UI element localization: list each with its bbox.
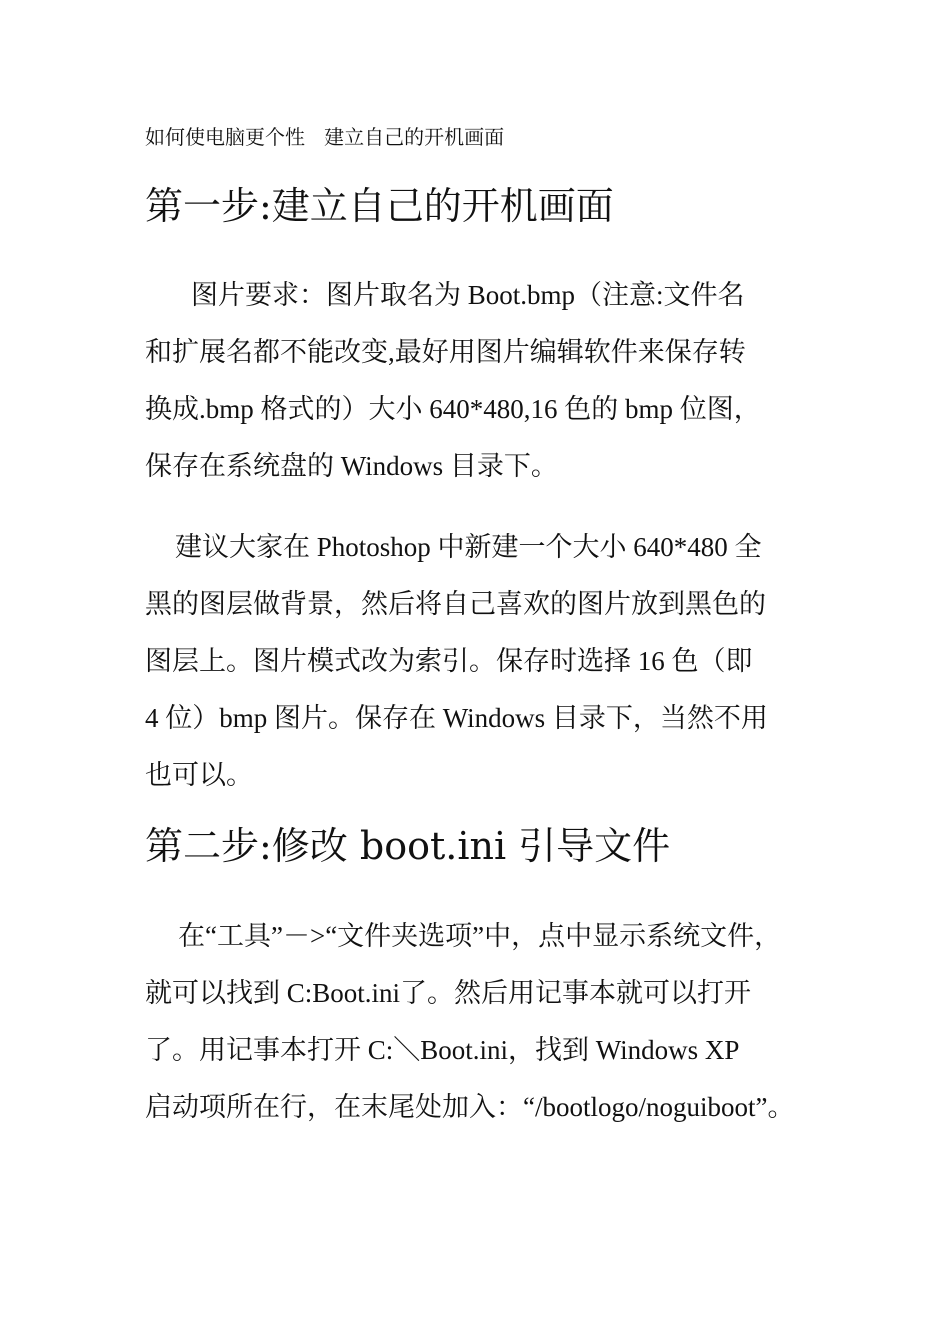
step2-para1-line-2: 就可以找到 C:Boot.ini了。然后用记事本就可以打开: [145, 978, 752, 1008]
step2-para1-line-4: 启动项所在行，在末尾处加入：“/bootlogo/noguiboot”。: [145, 1092, 795, 1122]
step1-para1-line-3: 换成.bmp 格式的）大小 640*480,16 色的 bmp 位图，: [145, 394, 761, 424]
step1-para2-line-1: 建议大家在 Photoshop 中新建一个大小 640*480 全: [175, 532, 762, 562]
step1-para1-line-4: 保存在系统盘的 Windows 目录下。: [145, 451, 558, 481]
document-title: 如何使电脑更个性 建立自己的开机画面: [145, 125, 505, 149]
step2-heading: 第二步:修改 boot.ini 引导文件: [145, 824, 671, 868]
step1-para2-line-3: 图层上。图片模式改为索引。保存时选择 16 色（即: [145, 646, 753, 676]
step1-para1-line-2: 和扩展名都不能改变,最好用图片编辑软件来保存转: [145, 337, 746, 367]
step2-para1-line-1: 在“工具”－>“文件夹选项”中，点中显示系统文件，: [178, 921, 782, 951]
step2-para1-line-3: 了。用记事本打开 C:＼Boot.ini，找到 Windows XP: [145, 1035, 740, 1065]
step1-para2-line-2: 黑的图层做背景，然后将自己喜欢的图片放到黑色的: [145, 589, 766, 619]
step1-para2-line-5: 也可以。: [145, 760, 253, 790]
step1-para2-line-4: 4 位）bmp 图片。保存在 Windows 目录下，当然不用: [145, 703, 768, 733]
step1-heading: 第一步:建立自己的开机画面: [145, 184, 614, 228]
step1-para1-line-1: 图片要求：图片取名为 Boot.bmp（注意:文件名: [191, 280, 745, 310]
